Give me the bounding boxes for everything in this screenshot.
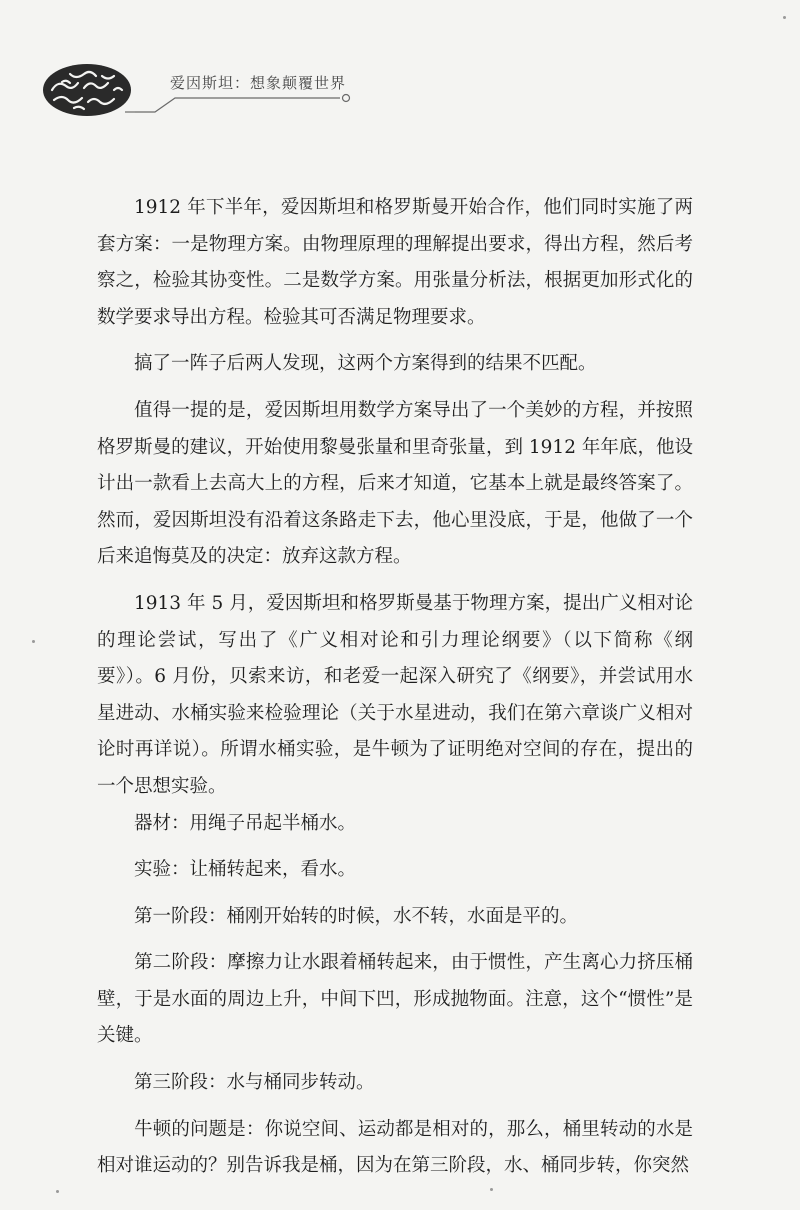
paragraph: 器材：用绳子吊起半桶水。 <box>134 812 357 834</box>
paragraph: 1913 年 5 月，爱因斯坦和格罗斯曼基于物理方案，提出广义相对论的理论尝试，写出了《广义相对论和引力理论纲要》（以下简称《纲要》）。6 月份，贝索来访，和老爱一起深入研究了《纲要》，并尝试用水星进动、水桶实验来检验理论（关于水星进动，我们在第六章谈广义相对论时再详说）。所谓水桶实验，是牛顿为了证明绝对空间的存在，提出的一个思想实验。 <box>97 592 693 797</box>
scan-speck <box>490 1188 493 1191</box>
paragraph: 实验：让桶转起来，看水。 <box>134 859 357 881</box>
paragraph: 第二阶段：摩擦力让水跟着桶转起来，由于惯性，产生离心力挤压桶壁，于是水面的周边上升，中间下凹，形成抛物面。注意，这个“惯性”是关键。 <box>97 952 693 1047</box>
body-text <box>97 190 693 1185</box>
paragraph: 值得一提的是，爱因斯坦用数学方案导出了一个美妙的方程，并按照格罗斯曼的建议，开始使用黎曼张量和里奇张量，到 1912 年年底，他设计出一款看上去高大上的方程，后来才知道，它基本上就是最终答案了。然而，爱因斯坦没有沿着这条路走下去，他心里没底，于是，他做了一个后来追悔莫及的决定：放弃这款方程。 <box>97 399 693 568</box>
page-header <box>40 50 370 130</box>
brain-icon <box>40 60 135 120</box>
paragraph: 1912 年下半年，爱因斯坦和格罗斯曼开始合作，他们同时实施了两套方案：一是物理方案。由物理原理的理解提出要求，得出方程，然后考察之，检验其协变性。二是数学方案。用张量分析法，根据更加形式化的数学要求导出方程。检验其可否满足物理要求。 <box>97 197 693 328</box>
paragraph: 搞了一阵子后两人发现，这两个方案得到的结果不匹配。 <box>134 353 597 375</box>
book-title: 爱因斯坦：想象颠覆世界 <box>170 74 347 92</box>
paragraph: 第一阶段：桶刚开始转的时候，水不转，水面是平的。 <box>134 905 579 927</box>
paragraph: 第三阶段：水与桶同步转动。 <box>134 1072 375 1094</box>
paragraph: 牛顿的问题是：你说空间、运动都是相对的，那么，桶里转动的水是相对谁运动的？别告诉我是桶，因为在第三阶段，水、桶同步转，你突然 <box>97 1118 693 1177</box>
scan-speck <box>56 1190 59 1193</box>
scan-speck <box>783 16 786 19</box>
scan-speck <box>32 640 35 643</box>
